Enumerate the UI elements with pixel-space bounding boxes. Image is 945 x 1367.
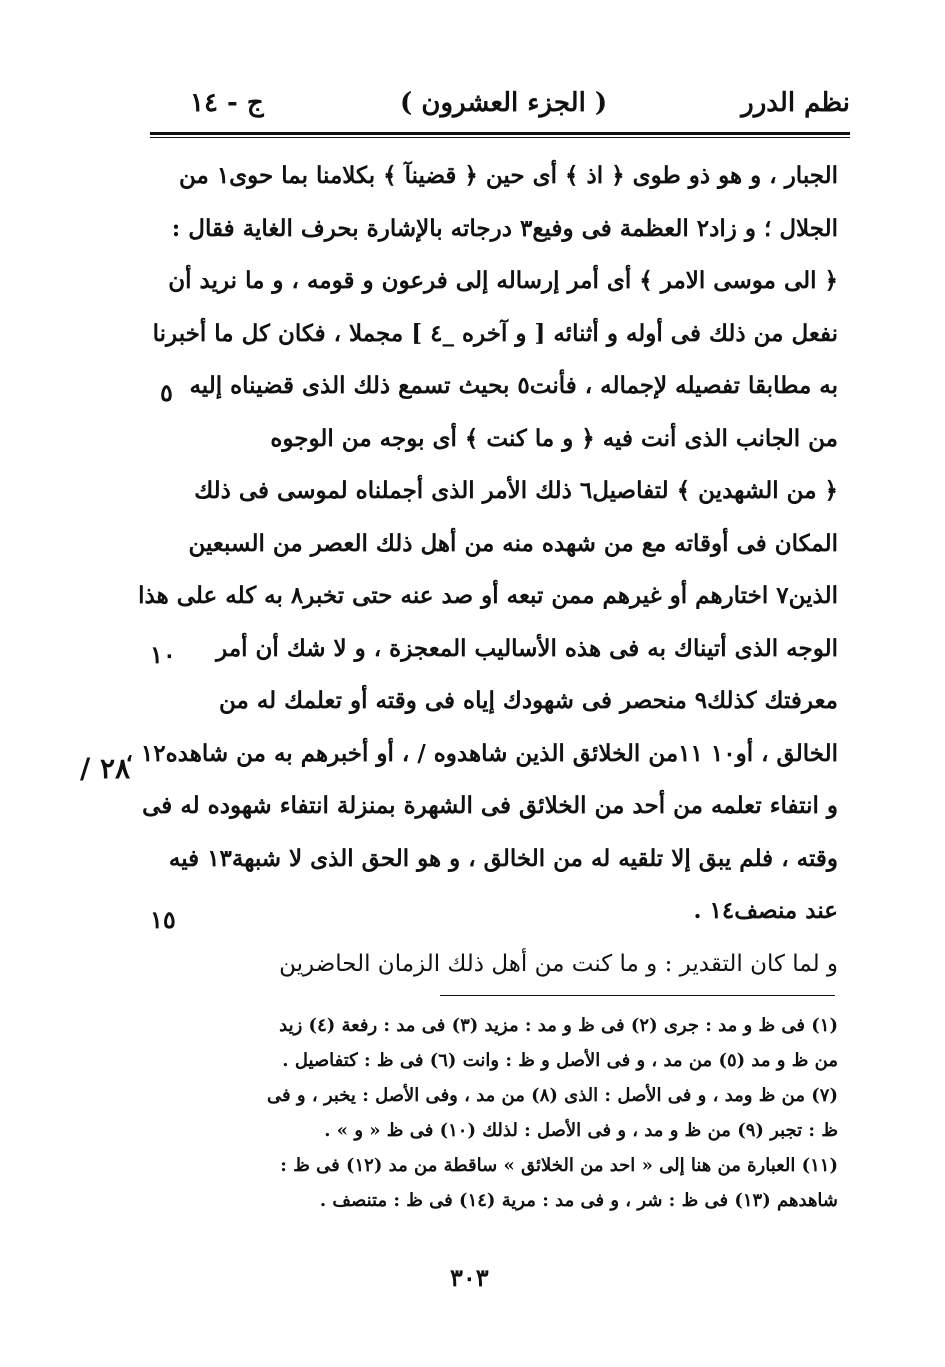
footnote-line: ظ : تجبر (٩) من ظ و مد ، و فى الأصل : لذلك (١٠) فى ظ « و » . xyxy=(324,1120,838,1141)
text-line: المكان فى أوقاته مع من شهده منه من أهل ذلك العصر من السبعين xyxy=(188,529,838,557)
header-rule-thin xyxy=(150,137,850,138)
footnote-line: من ظ و مد (٥) من مد ، و فى الأصل و ظ : وانت (٦) فى ظ : كتفاصيل . xyxy=(282,1050,838,1071)
text-line: ﴿ الى موسى الامر ﴾ أى أمر إرساله إلى فرعون و قومه ، و ما نريد أن xyxy=(168,267,838,294)
footnote-line: (١١) العبارة من هنا إلى « احد من الخلائق » ساقطة من مد (١٢) فى ظ : xyxy=(280,1155,838,1176)
text-line: الجلال ؛ و زاد٢ العظمة فى وفيع٣ درجاته بالإشارة بحرف الغاية فقال : xyxy=(171,214,838,242)
text-line: و انتفاء تعلمه من أحد من الخلائق فى الشهرة بمنزلة انتفاء شهوده له فى xyxy=(142,792,838,819)
text-line: ﴿ من الشهدين ﴾ لتفاصيل٦ ذلك الأمر الذى أجملناه لموسى فى ذلك xyxy=(194,477,838,504)
volume-label: ج - ١٤ xyxy=(190,88,264,118)
running-header xyxy=(150,80,850,130)
text-line: عند منصف١٤ . xyxy=(693,897,838,924)
footnote-line: (٧) من ظ ومد ، و فى الأصل : الذى (٨) من مد ، وفى الأصل : يخبر ، و فى xyxy=(267,1085,838,1106)
text-line: به مطابقا تفصيله لإجماله ، فأنت٥ بحيث تسمع ذلك الذى قضيناه إليه xyxy=(189,372,838,399)
line-number-15: ١٥ xyxy=(150,905,176,934)
text-line: نفعل من ذلك فى أوله و أثنائه [ و آخره _٤ ] مجملا ، فكان كل ما أخبرنا xyxy=(152,319,838,347)
footnote-line: شاهدهم (١٣) فى ظ : شر ، و فى مد : مرية (١٤) فى ظ : متنصف . xyxy=(319,1190,838,1211)
footnote-rule xyxy=(440,995,835,996)
text-line: و لما كان التقدير : و ما كنت من أهل ذلك الزمان الحاضرين xyxy=(279,950,838,977)
line-number-5: ٥ xyxy=(160,378,173,407)
text-line: الوجه الذى أتيناك به فى هذه الأساليب المعجزة ، و لا شك أن أمر xyxy=(216,634,838,662)
page-number: ٣٠٣ xyxy=(450,1263,489,1292)
manuscript-page-marker: ٢٨ / xyxy=(80,752,131,785)
text-line: معرفتك كذلك٩ منحصر فى شهودك إياه فى وقته أو تعلمك له من xyxy=(219,687,838,714)
text-line: الذين٧ اختارهم أو غيرهم ممن تبعه أو صد عنه حتى تخبر٨ به كله على هذا xyxy=(138,582,838,609)
book-title: نظم الدرر xyxy=(741,88,850,118)
part-title: ( الجزء العشرون ) xyxy=(400,88,608,118)
footnote-line: (١) فى ظ و مد : جرى (٢) فى ظ و مد : مزيد (٣) فى مد : رفعة (٤) زيد xyxy=(279,1015,838,1036)
text-line: الخالق ، أو١٠ ١١من الخلائق الذين شاهدوه / ، أو أخبرهم به من شاهده١٢ ، xyxy=(125,739,838,767)
footnotes xyxy=(188,1008,838,1218)
text-line: وقته ، فلم يبق إلا تلقيه له من الخالق ، و هو الحق الذى لا شبهة١٣ فيه xyxy=(168,844,838,872)
text-line: الجبار ، و هو ذو طوى ﴿ اذ ﴾ أى حين ﴿ قضينآ ﴾ بكلامنا بما حوى١ من xyxy=(178,162,838,189)
line-number-10: ١٠ xyxy=(150,640,176,669)
header-rule xyxy=(150,132,850,135)
text-line: من الجانب الذى أنت فيه ﴿ و ما كنت ﴾ أى بوجه من الوجوه xyxy=(270,424,838,452)
